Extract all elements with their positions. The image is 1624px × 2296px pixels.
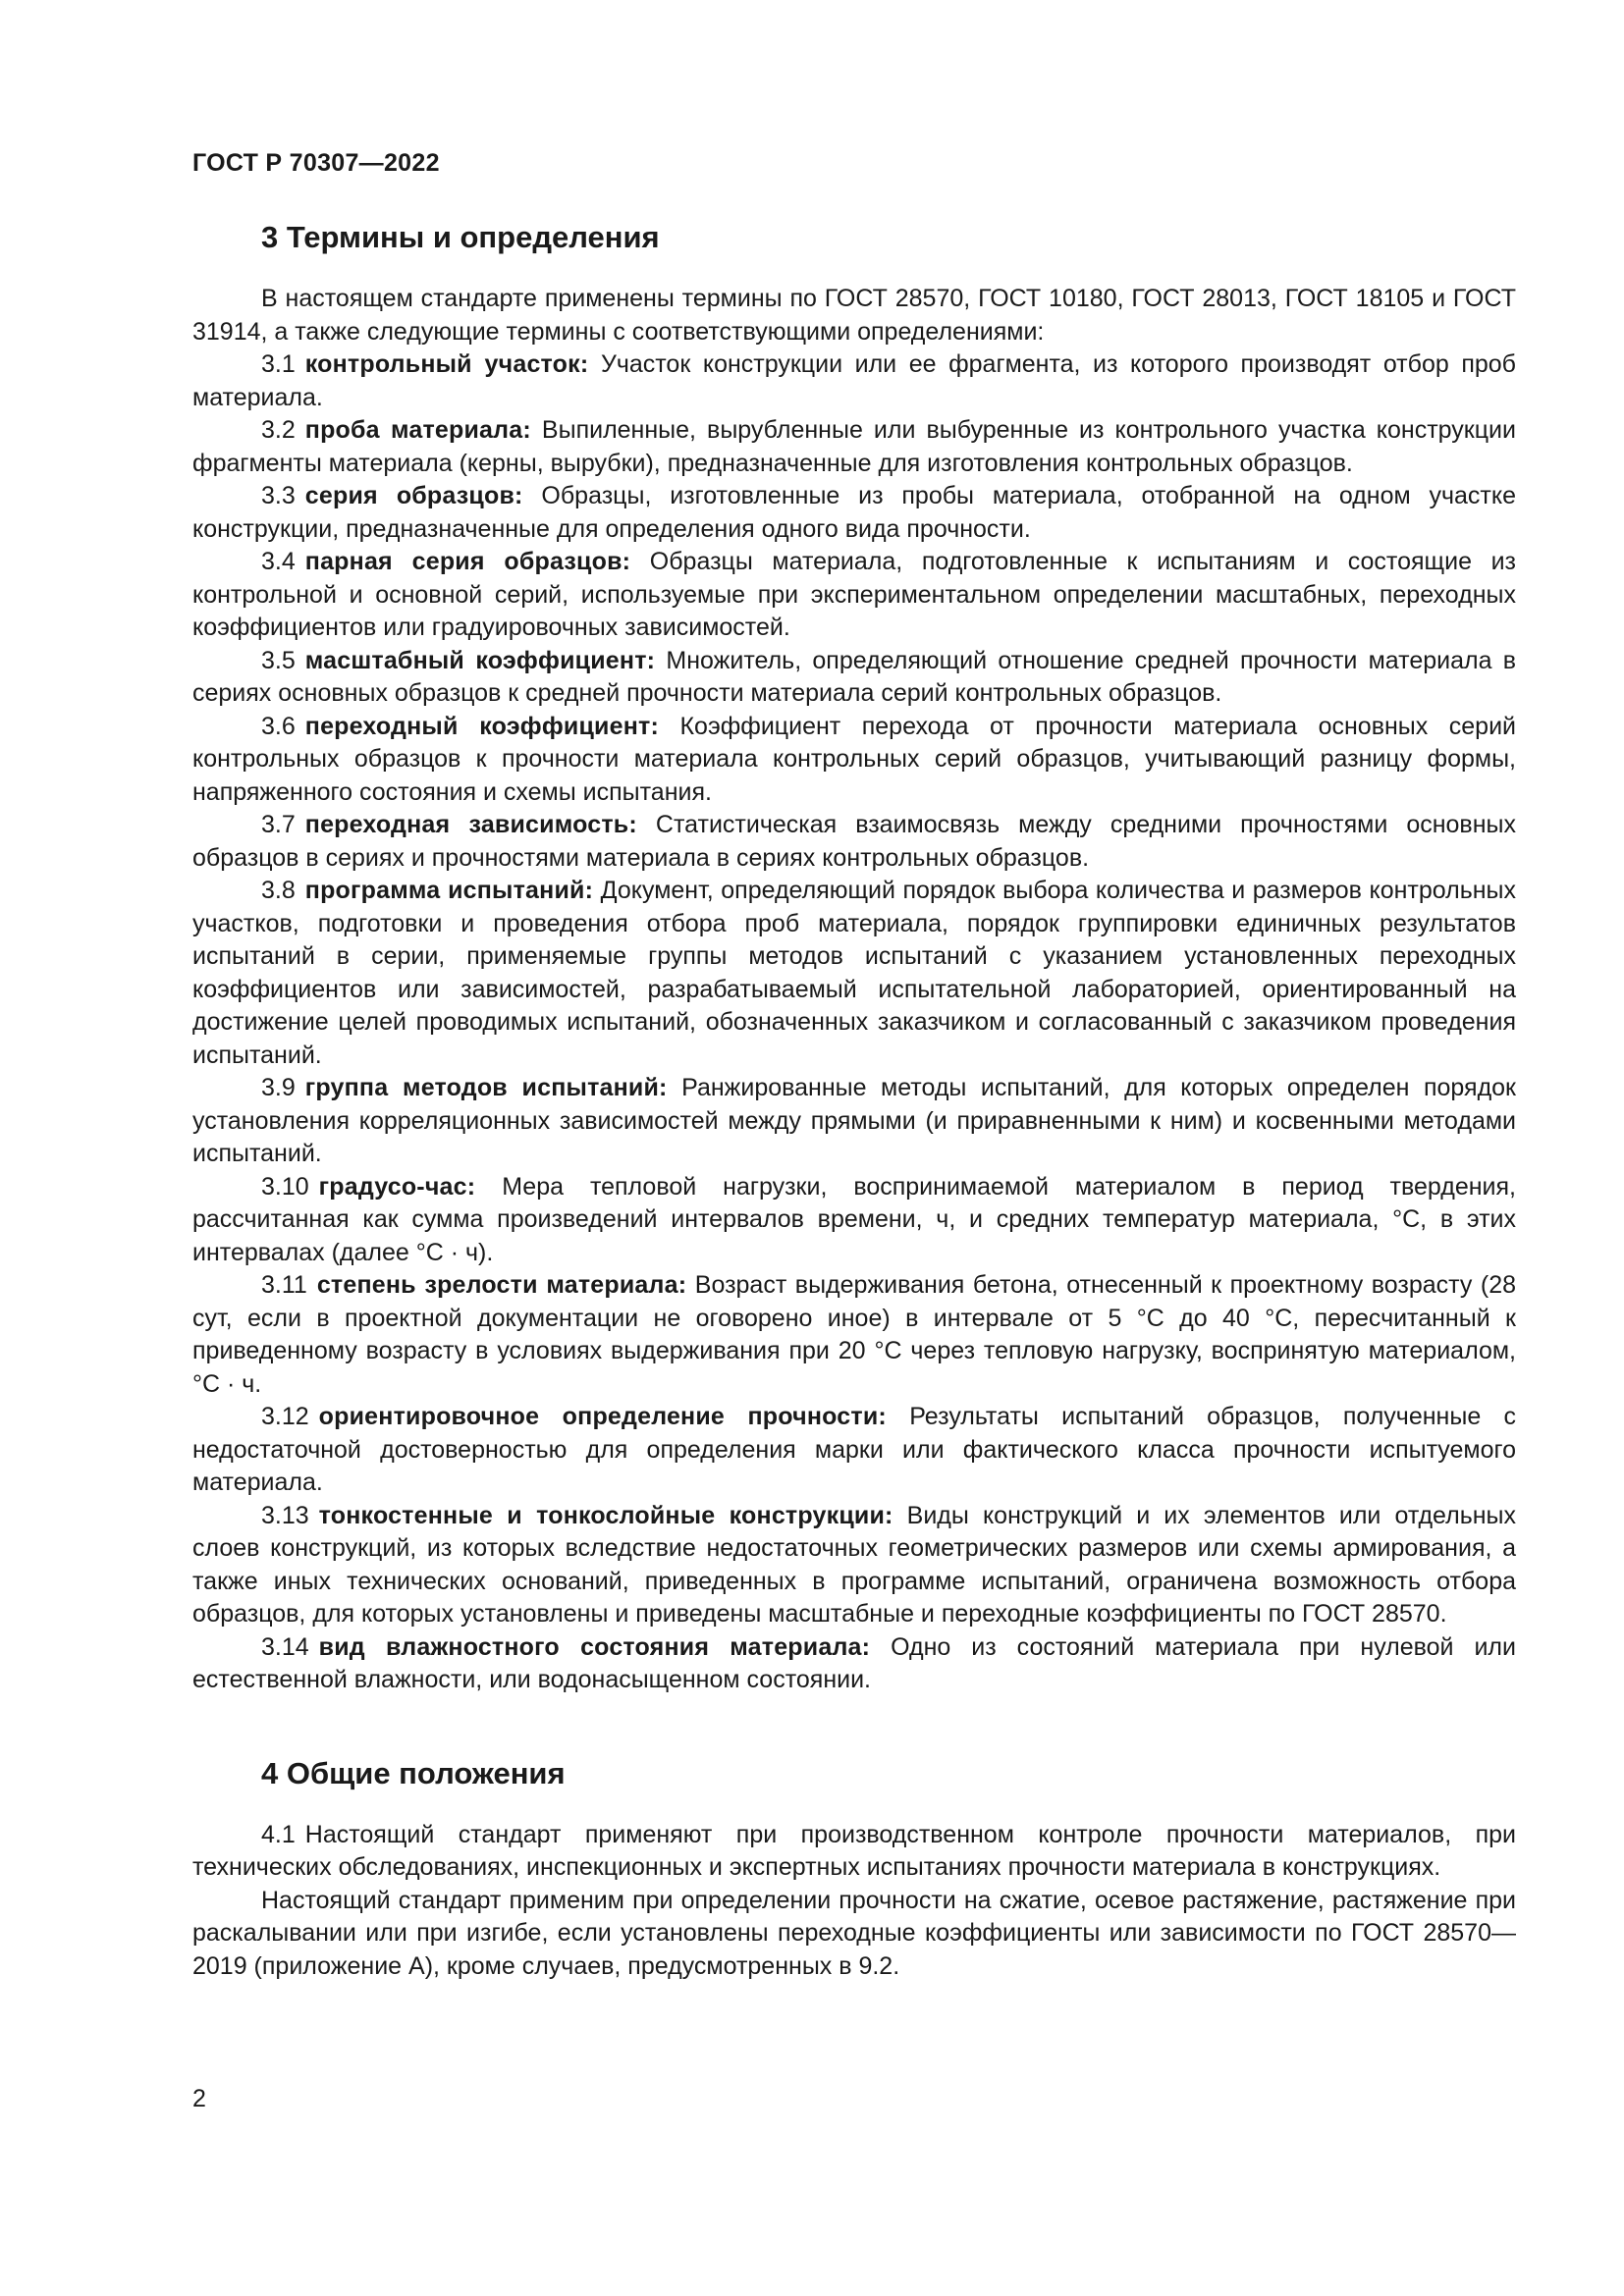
term-text: Образцы материала, подготовленные к испытаниям и состоящие из контрольной и основной серий, используемые при экспериментальном определении масштабных, переходных коэффициентов или градуировочных зависимостей.: [192, 548, 1516, 641]
term-text: Возраст выдерживания бетона, отнесенный к проектному возрасту (28 сут, если в проектной документации не оговорено иное) в интервале от 5 °С до 40 °С, пересчитанный к приведенному возрасту в условиях выдерживания при 20 °С через тепловую нагрузку, воспринятую материалом, °С · ч.: [192, 1271, 1517, 1398]
page-number: 2: [192, 2085, 206, 2112]
term-name: парная серия образцов:: [304, 548, 631, 575]
provision-number: 4.1: [261, 1820, 296, 1848]
term-name: масштабный коэффициент:: [304, 646, 656, 674]
term-text: Документ, определяющий порядок выбора количества и размеров контрольных участков, подготовки и проведения отбора проб материала, порядок группировки единичных результатов испытаний в серии, применяемые группы методов испытаний с указанием установленных переходных коэффициентов или зависимостей, разрабатываемый испытательной лабораторией, ориентированный на достижение целей проводимых испытаний, обозначенных заказчиком и согласованный с заказчиком проведения испытаний.: [192, 877, 1516, 1069]
term-definition: [192, 809, 1516, 875]
term-text: Образцы, изготовленные из пробы материала, отобранной на одном участке конструкции, предназначенные для определения одного вида прочности.: [192, 482, 1517, 543]
term-name: переходный коэффициент:: [304, 712, 659, 740]
term-text: Виды конструкций и их элементов или отдельных слоев конструкций, из которых вследствие недостаточных геометрических размеров или схемы армирования, а также иных технических оснований, приведенных в программе испытаний, ограничена возможность отбора образцов, для которых установлены и приведены масштабные и переходные коэффициенты по ГОСТ 28570.: [192, 1501, 1517, 1628]
term-definition: [192, 1631, 1516, 1697]
term-name: контрольный участок:: [304, 350, 589, 378]
term-text: Множитель, определяющий отношение средней прочности материала в сериях основных образцов к средней прочности материала серий контрольных образцов.: [192, 646, 1516, 707]
term-number: 3.2: [261, 416, 296, 444]
term-number: 3.4: [261, 548, 296, 575]
term-definition: [192, 1401, 1516, 1500]
term-number: 3.8: [261, 877, 296, 904]
term-text: Статистическая взаимосвязь между средними прочностями основных образцов в сериях и прочностями материала в сериях контрольных образцов.: [192, 811, 1516, 872]
term-text: Результаты испытаний образцов, полученные с недостаточной достоверностью для определения марки или фактического класса прочности испытуемого материала.: [192, 1403, 1516, 1496]
document-body: [192, 218, 1516, 1983]
term-text: Одно из состояний материала при нулевой или естественной влажности, или водонасыщенном состоянии.: [192, 1632, 1516, 1693]
term-text: Коэффициент перехода от прочности материала основных серий контрольных образцов к прочности материала контрольных серий образцов, учитывающий разницу формы, напряженного состояния и схемы испытания.: [192, 712, 1516, 806]
term-name: градусо-час:: [318, 1172, 476, 1201]
term-definition: [192, 414, 1516, 480]
term-name: проба материала:: [304, 416, 531, 444]
term-number: 3.13: [261, 1501, 309, 1529]
terms-list: [192, 348, 1516, 1697]
term-number: 3.7: [261, 811, 296, 838]
section-title-general: 4 Общие положения: [261, 1755, 566, 1790]
term-name: переходная зависимость:: [304, 811, 637, 838]
term-text: Ранжированные методы испытаний, для которых определен порядок установления корреляционных зависимостей между прямыми (и приравненными к ним) и косвенными методами испытаний.: [192, 1074, 1516, 1167]
term-number: 3.10: [261, 1172, 309, 1201]
term-definition: [192, 875, 1516, 1072]
term-definition: [192, 480, 1516, 546]
term-text: Участок конструкции или ее фрагмента, из которого производят отбор проб материала.: [192, 350, 1516, 411]
term-number: 3.14: [261, 1632, 309, 1661]
term-definition: [192, 1171, 1516, 1270]
term-name: степень зрелости материала:: [316, 1271, 687, 1299]
term-number: 3.9: [261, 1074, 296, 1101]
term-definition: [192, 1269, 1516, 1401]
term-definition: [192, 645, 1516, 711]
term-definition: [192, 1072, 1516, 1171]
term-definition: [192, 546, 1516, 645]
term-definition: [192, 348, 1516, 414]
provision-paragraph: [192, 1819, 1516, 1885]
section-intro: В настоящем стандарте применены термины по ГОСТ 28570, ГОСТ 10180, ГОСТ 28013, ГОСТ 18105 и ГОСТ 31914, а также следующие термины с соответствующими определениями:: [192, 285, 1516, 346]
provision-text: Настоящий стандарт применяют при производственном контроле прочности материалов, при технических обследованиях, инспекционных и экспертных испытаниях прочности материала в конструкциях.: [192, 1820, 1516, 1881]
term-number: 3.5: [261, 646, 296, 674]
provision-text: Настоящий стандарт применим при определении прочности на сжатие, осевое растяжение, растяжение при раскалывании или при изгибе, если установлены переходные коэффициенты или зависимости по ГОСТ 28570—2019 (приложение А), кроме случаев, предусмотренных в 9.2.: [192, 1886, 1516, 1980]
term-text: Выпиленные, вырубленные или выбуренные из контрольного участка конструкции фрагменты материала (керны, вырубки), предназначенные для изготовления контрольных образцов.: [192, 416, 1516, 477]
term-name: программа испытаний:: [304, 877, 594, 904]
term-number: 3.6: [261, 712, 296, 740]
section-title-terms: 3 Термины и определения: [261, 220, 660, 254]
term-name: серия образцов:: [304, 482, 523, 509]
term-name: ориентировочное определение прочности:: [318, 1403, 887, 1430]
provision-paragraph: [192, 1885, 1516, 1984]
general-provisions-list: [192, 1819, 1516, 1984]
term-definition: [192, 1500, 1516, 1631]
term-number: 3.11: [261, 1271, 307, 1299]
term-text: Мера тепловой нагрузки, воспринимаемой материалом в период твердения, рассчитанная как сумма произведений интервалов времени, ч, и средних температур материала, °С, в этих интервалах (далее °С · ч).: [192, 1172, 1516, 1266]
term-name: группа методов испытаний:: [304, 1074, 668, 1101]
term-number: 3.12: [261, 1403, 309, 1430]
term-number: 3.3: [261, 482, 296, 509]
term-name: тонкостенные и тонкослойные конструкции:: [318, 1501, 893, 1529]
term-definition: [192, 711, 1516, 810]
term-number: 3.1: [261, 350, 296, 378]
term-name: вид влажностного состояния материала:: [318, 1632, 871, 1661]
document-header: ГОСТ Р 70307—2022: [192, 149, 440, 177]
